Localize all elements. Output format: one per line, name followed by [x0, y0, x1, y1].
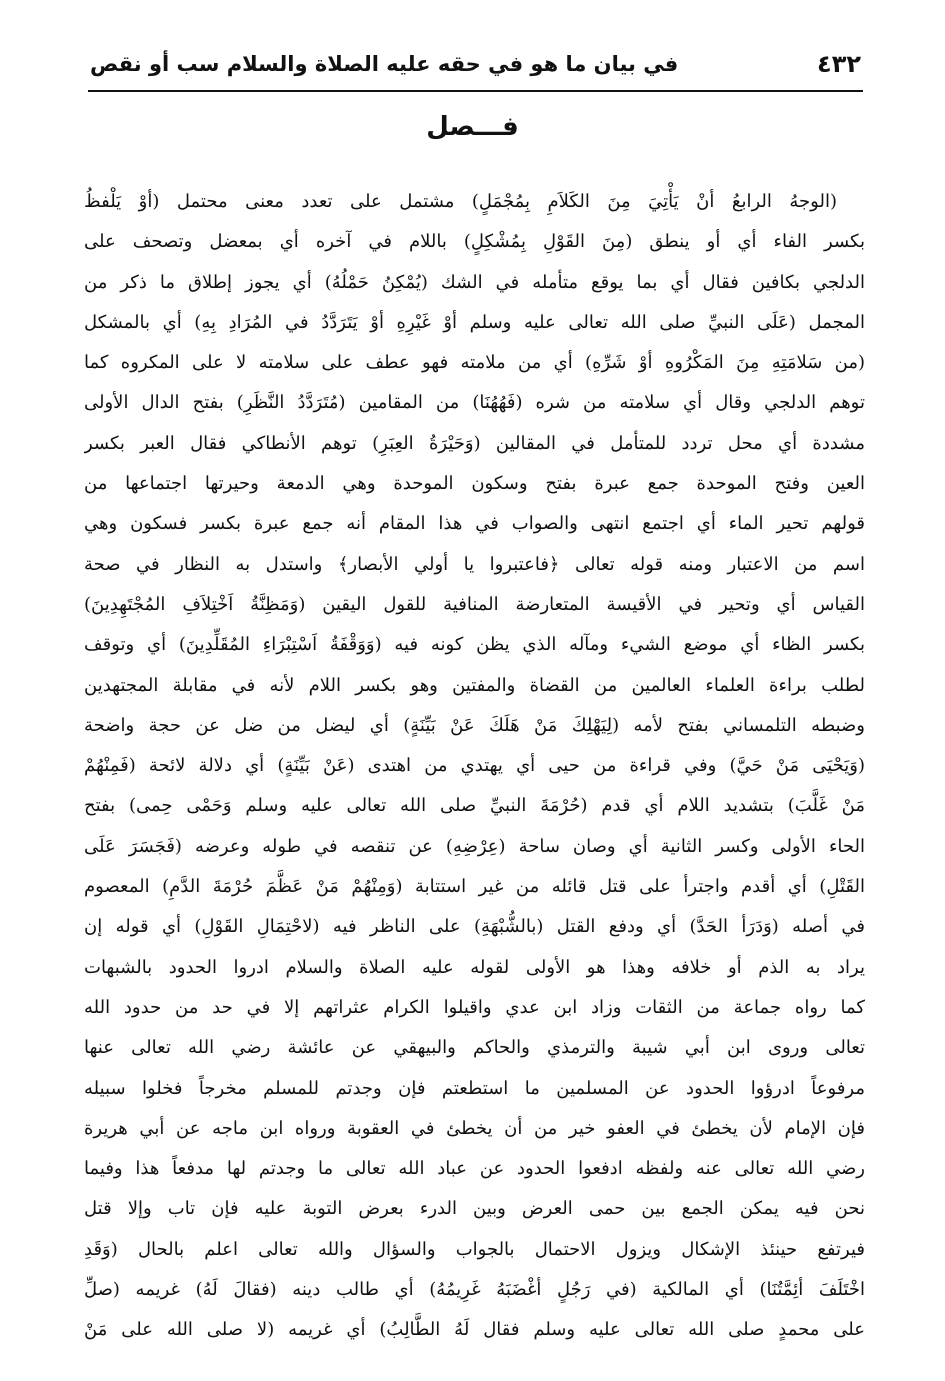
text-line: (من سَلامَتِهِ مِنَ المَكْرُوهِ أوْ شَرِّهِ) أي من ملامته فهو عطف على سلامته لا على المكروه كما [84, 352, 865, 374]
text-line: قولهم تحير الماء أي اجتمع انتهى والصواب في هذا المقام أنه جمع عبرة بكسر فسكون وهي [84, 513, 865, 535]
body-text [84, 182, 865, 1342]
text-line: مرفوعاً ادرؤوا الحدود عن المسلمين ما استطعتم فإن وجدتم للمسلم مخرجاً فخلوا سبيله [84, 1077, 865, 1099]
section-title: فـــصل [426, 112, 519, 142]
text-line: وضبطه التلمساني بفتح لأمه (لِيَهْلِكَ مَنْ هَلَكَ عَنْ بَيِّنَةٍ) أي ليضل من ضل عن حجة واضحة [84, 714, 865, 736]
text-line: المجمل (عَلَى النبيِّ صلى الله تعالى عليه وسلم أوْ غَيْرِهِ أوْ يَتَرَدَّدُ في المُرَادِ بِهِ) أي بالمشكل [84, 311, 865, 333]
text-line: في أصله (وَدَرَأ الحَدَّ) أي ودفع القتل (بالشُّبْهَةِ) على الناظر فيه (لاحْتِمَالِ القَوْلِ) أي قوله إن [84, 916, 865, 938]
text-line: القياس أي وتحير في الأقيسة المتعارضة المنافية للقول اليقين (وَمَظِنَّةُ اَخْتِلاَفِ المُجْتَهِدِينَ) [84, 593, 865, 615]
text-line: الحاء الأولى وكسر الثانية أي وصان ساحة (عِرْضِهِ) عن تنقصه في طوله وعرضه (فَجَسَرَ عَلَى [84, 835, 865, 857]
text-line: على محمدٍ صلى الله تعالى عليه وسلم فقال لَهُ الطَّالِبُ) أي غريمه (لا صلى الله على مَنْ [84, 1319, 865, 1341]
text-line: اسم من الاعتبار ومنه قوله تعالى ﴿فاعتبروا يا أولي الأبصار﴾ واستدل به النظار في صحة [84, 553, 865, 575]
text-line: الدلجي بكافين فقال أي بما يوقع متأمله في الشك (يُمْكِنُ حَمْلُهُ) أي يجوز إطلاق ما ذكر من [84, 271, 865, 293]
text-line: بكسر الفاء أي أو ينطق (مِنَ القَوْلِ بِمُشْكِلٍ) باللام في آخره أي بمعضل وتصحف على [84, 231, 865, 253]
text-line: (وَيَحْيَى مَنْ حَيَّ) وفي قراءة من حيى أي يهتدي من اهتدى (عَنْ بَيِّنَةٍ) أي دلالة لائحة (فَمِنْهُمْ [84, 755, 865, 777]
text-line: يراد به الذم أو خلافه وهذا هو الأولى لقوله عليه الصلاة والسلام ادروا الحدود بالشبهات [84, 956, 865, 978]
text-line: اخْتَلَفَ أئِمَّتُنَا) أي المالكية (في رَجُلٍ أغْضَبَهُ غَرِيمُهُ) أي طالب دينه (فقالَ لَهُ) غريمه (صلِّ [84, 1279, 865, 1301]
text-line: مشددة أي محل تردد للمتأمل في المقالين (وَحَيْرَةُ العِبَرِ) توهم الأنطاكي فقال العبر بكسر [84, 432, 865, 454]
text-line: العين وفتح الموحدة جمع عبرة بفتح وسكون الموحدة وهي الدمعة وحيرتها اجتماعها من [84, 473, 865, 495]
text-line: فإن الإمام لأن يخطئ في العفو خير من أن يخطئ في العقوبة ورواه ابن ماجه عن أبي هريرة [84, 1117, 865, 1139]
header-rule [88, 90, 863, 92]
text-line: تعالى وروى ابن أبي شيبة والترمذي والحاكم والبيهقي عن عائشة رضي الله تعالى عنها [84, 1037, 865, 1059]
text-line: القَتْلِ) أي أقدم واجترأ على قتل قائله من غير استتابة (وَمِنْهُمْ مَنْ عَظَّمَ حُرْمَةَ الدَّمِ) المعصوم [84, 876, 865, 898]
text-line: رضي الله تعالى عنه ولفظه ادفعوا الحدود عن عباد الله تعالى ما وجدتم لها مدفعاً هذا وفيما [84, 1158, 865, 1180]
running-title: في بيان ما هو في حقه عليه الصلاة والسلام سب أو نقص [90, 52, 679, 76]
text-line: بكسر الظاء أي موضع الشيء ومآله الذي يظن كونه فيه (وَوَقْفَةُ اَسْتِبْرَاءِ المُقَلِّدِينَ) أي وتوقف [84, 634, 865, 656]
text-line: (الوجهُ الرابعُ أنْ يَأْتِيَ مِنَ الكَلاَمِ بِمُجْمَلٍ) مشتمل على تعدد معنى محتمل (أوْ يَلْفظُ [84, 191, 837, 212]
text-line: كما رواه جماعة من الثقات وزاد ابن عدي واقيلوا الكرام عثراتهم إلا في حد من حدود الله [84, 996, 865, 1018]
text-line: مَنْ غَلَّبَ) بتشديد اللام أي قدم (حُرْمَةَ النبيِّ صلى الله تعالى عليه وسلم وَحَمْى حِمى) بفتح [84, 795, 865, 817]
text-line: نحن فيه يمكن الجمع بين حمى العرض وبين الدرء بعرض التوبة عليه فإن تاب وإلا قتل [84, 1198, 865, 1220]
page-number: ٤٣٢ [817, 50, 861, 78]
text-line: توهم الدلجي وقال أي سلامته من شره (فَهُهُنَا) من المقامين (مُتَرَدَّدُ النَّظَرِ) بفتح الدال الأولى [84, 392, 865, 414]
text-line: لطلب براءة العلماء العالمين من القضاة والمفتين وهو بكسر اللام لأنه في مقابلة المجتهدين [84, 674, 865, 696]
running-head [90, 44, 861, 84]
text-line: فيرتفع حينئذ الإشكال ويزول الاحتمال بالجواب والسؤال والله تعالى اعلم بالحال (وَقَدِ [84, 1238, 865, 1260]
